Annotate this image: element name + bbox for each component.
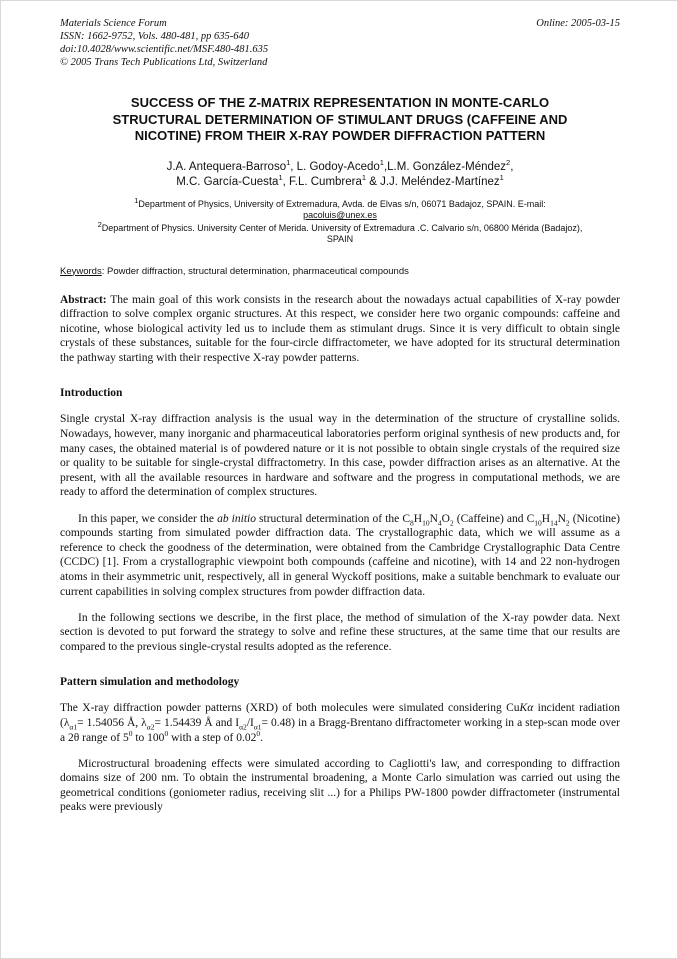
issn-line: ISSN: 1662-9752, Vols. 480-481, pp 635-640 bbox=[60, 31, 249, 42]
introduction-paragraph-2: In this paper, we consider the ab initio structural determination of the $C_8H_{10}N_4O_2$ (Caffeine) and $C_{10}H_{14}N_2$ (Nicotine) compounds starting from simulated powder diffraction data. The crystallographic data, which we will assume as a reference to check the goodness of the determination, were obtained from the Cambridge Crystallographic Data Centre (CCDC) [1]. From a crystallographic viewpoint both compounds (caffeine and nicotine), with 14 and 22 non-hydrogen atoms in their asymmetric unit, respectively, all in general Wyckoff positions, make a suitable benchmark to evaluate our current capabilities in solving complex structures from powder diffraction data. bbox=[60, 512, 620, 598]
journal-info bbox=[60, 17, 268, 69]
affiliations-block bbox=[97, 195, 583, 246]
introduction-paragraph-1: Single crystal X-ray diffraction analysis is the usual way in the determination of the structure of crystalline solids. Nowadays, however, many inorganic and pharmaceutical laboratories perform original synthesis of new products and, for many cases, the obtained material is of powdered nature or it is not possible to obtain single crystals of the required size or quality to be suitable for single-crystal diffractometry. In this case, powder diffraction arises as an alternative. At the present, with all the available resources in hardware and software and the progress in computational methods, we are ready to afford the determination of complex structures. bbox=[60, 413, 620, 499]
affiliation-1: $^1$Department of Physics, University of Extremadura, Avda. de Elvas s/n, 06071 Badajoz, SPAIN. E-mail: pacoluis@unex.es bbox=[134, 195, 546, 220]
section-heading-pattern-simulation: Pattern simulation and methodology bbox=[60, 676, 240, 689]
online-date: Online: 2005-03-15 bbox=[536, 18, 620, 29]
pattern-paragraph-1: The X-ray diffraction powder patterns (XRD) of both molecules were simulated considering CuKα incident radiation ($\lambda_{\alpha 1}= 1.54056$ Å, $\lambda_{\alpha 2}= 1.54439$ Å and $I_{\alpha 2}/I_{\alpha 1}= 0.48$) in a Bragg-Brentano diffractometer working in a step-scan mode over a 2θ range of $5^0$ to $100^0$ with a step of 0.02$^0$. bbox=[60, 702, 620, 744]
copyright-line: © 2005 Trans Tech Publications Ltd, Switzerland bbox=[60, 57, 268, 68]
journal-name: Materials Science Forum bbox=[60, 18, 167, 29]
affiliation-2: $^2$Department of Physics. University Center of Merida. University of Extremadura .C. Calvario s/n, 06800 Mérida (Badajoz), SPAIN bbox=[97, 219, 583, 244]
abstract-paragraph: Abstract: The main goal of this work consists in the research about the nowadays actual capabilities of X-ray powder diffraction to solve complex organic structures. At this respect, we consider here two organic compounds: caffeine and nicotine, whose biological activity led us to include them as stimulant drugs. Since it is very difficult to obtain single crystals of these substances, suitable for the four-circle diffractometer, we have adopted for its structural determination the pathway starting with their respective X-ray powder patterns. bbox=[60, 293, 620, 364]
page-header bbox=[60, 17, 620, 69]
doi-line: doi:10.4028/www.scientific.net/MSF.480-481.635 bbox=[60, 44, 269, 55]
paper-title: SUCCESS OF THE Z-MATRIX REPRESENTATION IN MONTE-CARLO STRUCTURAL DETERMINATION OF STIMULANT DRUGS (CAFFEINE AND NICOTINE) FROM THEIR X-RAY POWDER DIFFRACTION PATTERN bbox=[112, 95, 568, 143]
section-heading-introduction: Introduction bbox=[60, 387, 123, 400]
authors-line-2: M.C. García-Cuesta$^1$, F.L. Cumbrera$^1$ & J.J. Meléndez-Martínez$^1$ bbox=[176, 172, 504, 188]
pattern-paragraph-2: Microstructural broadening effects were simulated according to Cagliotti's law, and corresponding to diffraction domains size of 200 nm. To obtain the instrumental broadening, a Monte Carlo simulation was carried out using the geometrical conditions (goniometer radius, receiving slit ...) for a Philips PW-1800 powder diffractometer (instrumental peaks were previously bbox=[60, 757, 620, 814]
keywords-line: Keywords: Powder diffraction, structural determination, pharmaceutical compounds bbox=[60, 265, 409, 277]
authors-line-1: J.A. Antequera-Barroso$^1$, L. Godoy-Acedo$^1$,L.M. González-Méndez$^2$, bbox=[166, 157, 514, 173]
introduction-paragraph-3: In the following sections we describe, in the first place, the method of simulation of the X-ray powder data. Next section is devoted to put forward the strategy to solve and refine these structures, at the same time that our results are compared to the previous single-crystal results adopted as the reference. bbox=[60, 611, 620, 653]
email-link[interactable]: pacoluis@unex.es bbox=[303, 210, 377, 220]
authors-block bbox=[60, 157, 620, 190]
